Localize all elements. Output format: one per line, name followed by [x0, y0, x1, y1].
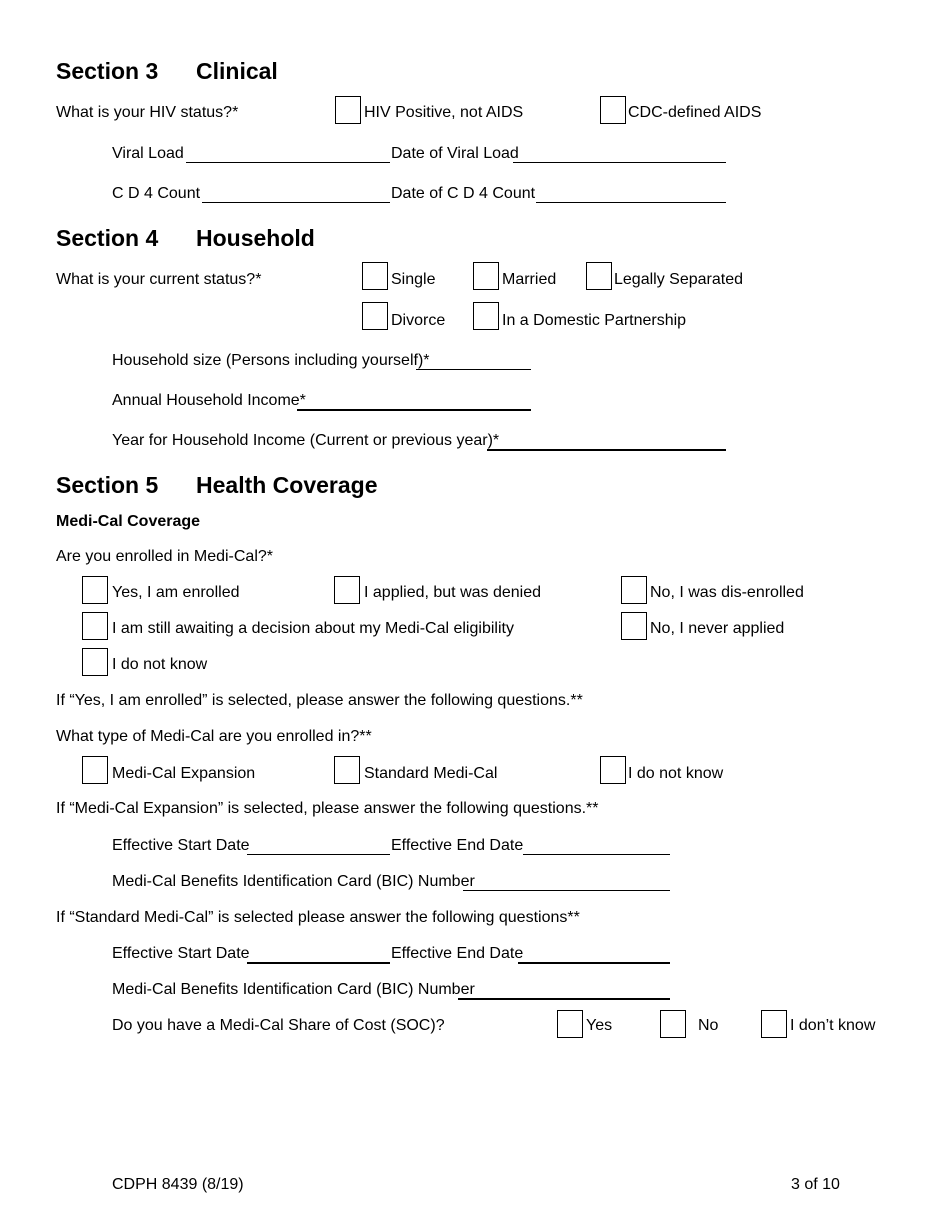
awaiting-decision-checkbox[interactable] — [82, 612, 108, 640]
soc-no-checkbox[interactable] — [660, 1010, 686, 1038]
expansion-start-date-field[interactable] — [247, 854, 390, 855]
dis-enrolled-checkbox[interactable] — [621, 576, 647, 604]
do-not-know-enrolled-label: I do not know — [112, 656, 208, 673]
never-applied-label: No, I never applied — [650, 620, 785, 637]
date-viral-load-field[interactable] — [513, 162, 726, 163]
section-4-number: Section 4 — [56, 225, 159, 251]
applied-denied-checkbox[interactable] — [334, 576, 360, 604]
standard-end-date-label: Effective End Date — [391, 945, 524, 962]
standard-medi-cal-label: Standard Medi-Cal — [364, 765, 498, 782]
yes-enrolled-label: Yes, I am enrolled — [112, 584, 240, 601]
cd4-count-label: C D 4 Count — [112, 185, 201, 202]
awaiting-decision-label: I am still awaiting a decision about my Medi-Cal eligibility — [112, 620, 514, 637]
never-applied-checkbox[interactable] — [621, 612, 647, 640]
section-3-number: Section 3 — [56, 58, 159, 84]
form-id: CDPH 8439 (8/19) — [112, 1176, 244, 1193]
date-cd4-field[interactable] — [536, 202, 726, 203]
applied-denied-label: I applied, but was denied — [364, 584, 542, 601]
date-cd4-label: Date of C D 4 Count — [391, 185, 536, 202]
divorce-label: Divorce — [391, 312, 446, 329]
hiv-positive-checkbox[interactable] — [335, 96, 361, 124]
section-5-number: Section 5 — [56, 472, 159, 498]
type-do-not-know-checkbox[interactable] — [600, 756, 626, 784]
married-checkbox[interactable] — [473, 262, 499, 290]
domestic-partnership-label: In a Domestic Partnership — [502, 312, 687, 329]
soc-question: Do you have a Medi-Cal Share of Cost (SOC)? — [112, 1017, 445, 1034]
standard-start-date-field[interactable] — [247, 962, 390, 964]
expansion-end-date-label: Effective End Date — [391, 837, 524, 854]
current-status-question: What is your current status?* — [56, 271, 262, 288]
medi-cal-expansion-label: Medi-Cal Expansion — [112, 765, 256, 782]
page-number: 3 of 10 — [791, 1176, 840, 1193]
type-do-not-know-label: I do not know — [628, 765, 724, 782]
household-size-label: Household size (Persons including yourself)* — [112, 352, 430, 369]
married-label: Married — [502, 271, 557, 288]
if-standard-note: If “Standard Medi-Cal” is selected please answer the following questions** — [56, 909, 580, 926]
viral-load-label: Viral Load — [112, 145, 184, 162]
annual-income-label: Annual Household Income* — [112, 392, 306, 409]
legally-separated-label: Legally Separated — [614, 271, 743, 288]
standard-end-date-field[interactable] — [518, 962, 670, 964]
section-4-title: Household — [196, 225, 315, 251]
if-yes-note: If “Yes, I am enrolled” is selected, please answer the following questions.** — [56, 692, 583, 709]
hiv-positive-label: HIV Positive, not AIDS — [364, 104, 524, 121]
date-viral-load-label: Date of Viral Load — [391, 145, 519, 162]
cdc-aids-checkbox[interactable] — [600, 96, 626, 124]
soc-yes-label: Yes — [586, 1017, 613, 1034]
if-expansion-note: If “Medi-Cal Expansion” is selected, please answer the following questions.** — [56, 800, 599, 817]
soc-dont-know-checkbox[interactable] — [761, 1010, 787, 1038]
household-size-field[interactable] — [416, 369, 531, 370]
standard-bic-label: Medi-Cal Benefits Identification Card (BIC) Number — [112, 981, 475, 998]
expansion-end-date-field[interactable] — [523, 854, 670, 855]
section-3-title: Clinical — [196, 58, 278, 84]
standard-bic-field[interactable] — [458, 998, 670, 1000]
expansion-bic-label: Medi-Cal Benefits Identification Card (BIC) Number — [112, 873, 475, 890]
cd4-count-field[interactable] — [202, 202, 390, 203]
viral-load-field[interactable] — [186, 162, 390, 163]
soc-dont-know-label: I don’t know — [790, 1017, 876, 1034]
soc-no-label: No — [698, 1017, 719, 1034]
expansion-bic-field[interactable] — [463, 890, 670, 891]
enrolled-question: Are you enrolled in Medi-Cal?* — [56, 548, 273, 565]
medi-cal-expansion-checkbox[interactable] — [82, 756, 108, 784]
legally-separated-checkbox[interactable] — [586, 262, 612, 290]
hiv-status-question: What is your HIV status?* — [56, 104, 239, 121]
single-checkbox[interactable] — [362, 262, 388, 290]
divorce-checkbox[interactable] — [362, 302, 388, 330]
medi-cal-type-question: What type of Medi-Cal are you enrolled in?** — [56, 728, 372, 745]
annual-income-field[interactable] — [297, 409, 531, 411]
standard-medi-cal-checkbox[interactable] — [334, 756, 360, 784]
standard-start-date-label: Effective Start Date — [112, 945, 250, 962]
section-5-title: Health Coverage — [196, 472, 378, 498]
soc-yes-checkbox[interactable] — [557, 1010, 583, 1038]
income-year-label: Year for Household Income (Current or previous year)* — [112, 432, 500, 449]
medi-cal-coverage-subheading: Medi-Cal Coverage — [56, 513, 201, 530]
dis-enrolled-label: No, I was dis-enrolled — [650, 584, 804, 601]
yes-enrolled-checkbox[interactable] — [82, 576, 108, 604]
do-not-know-enrolled-checkbox[interactable] — [82, 648, 108, 676]
domestic-partnership-checkbox[interactable] — [473, 302, 499, 330]
cdc-aids-label: CDC-defined AIDS — [628, 104, 762, 121]
income-year-field[interactable] — [487, 449, 726, 451]
expansion-start-date-label: Effective Start Date — [112, 837, 250, 854]
single-label: Single — [391, 271, 436, 288]
